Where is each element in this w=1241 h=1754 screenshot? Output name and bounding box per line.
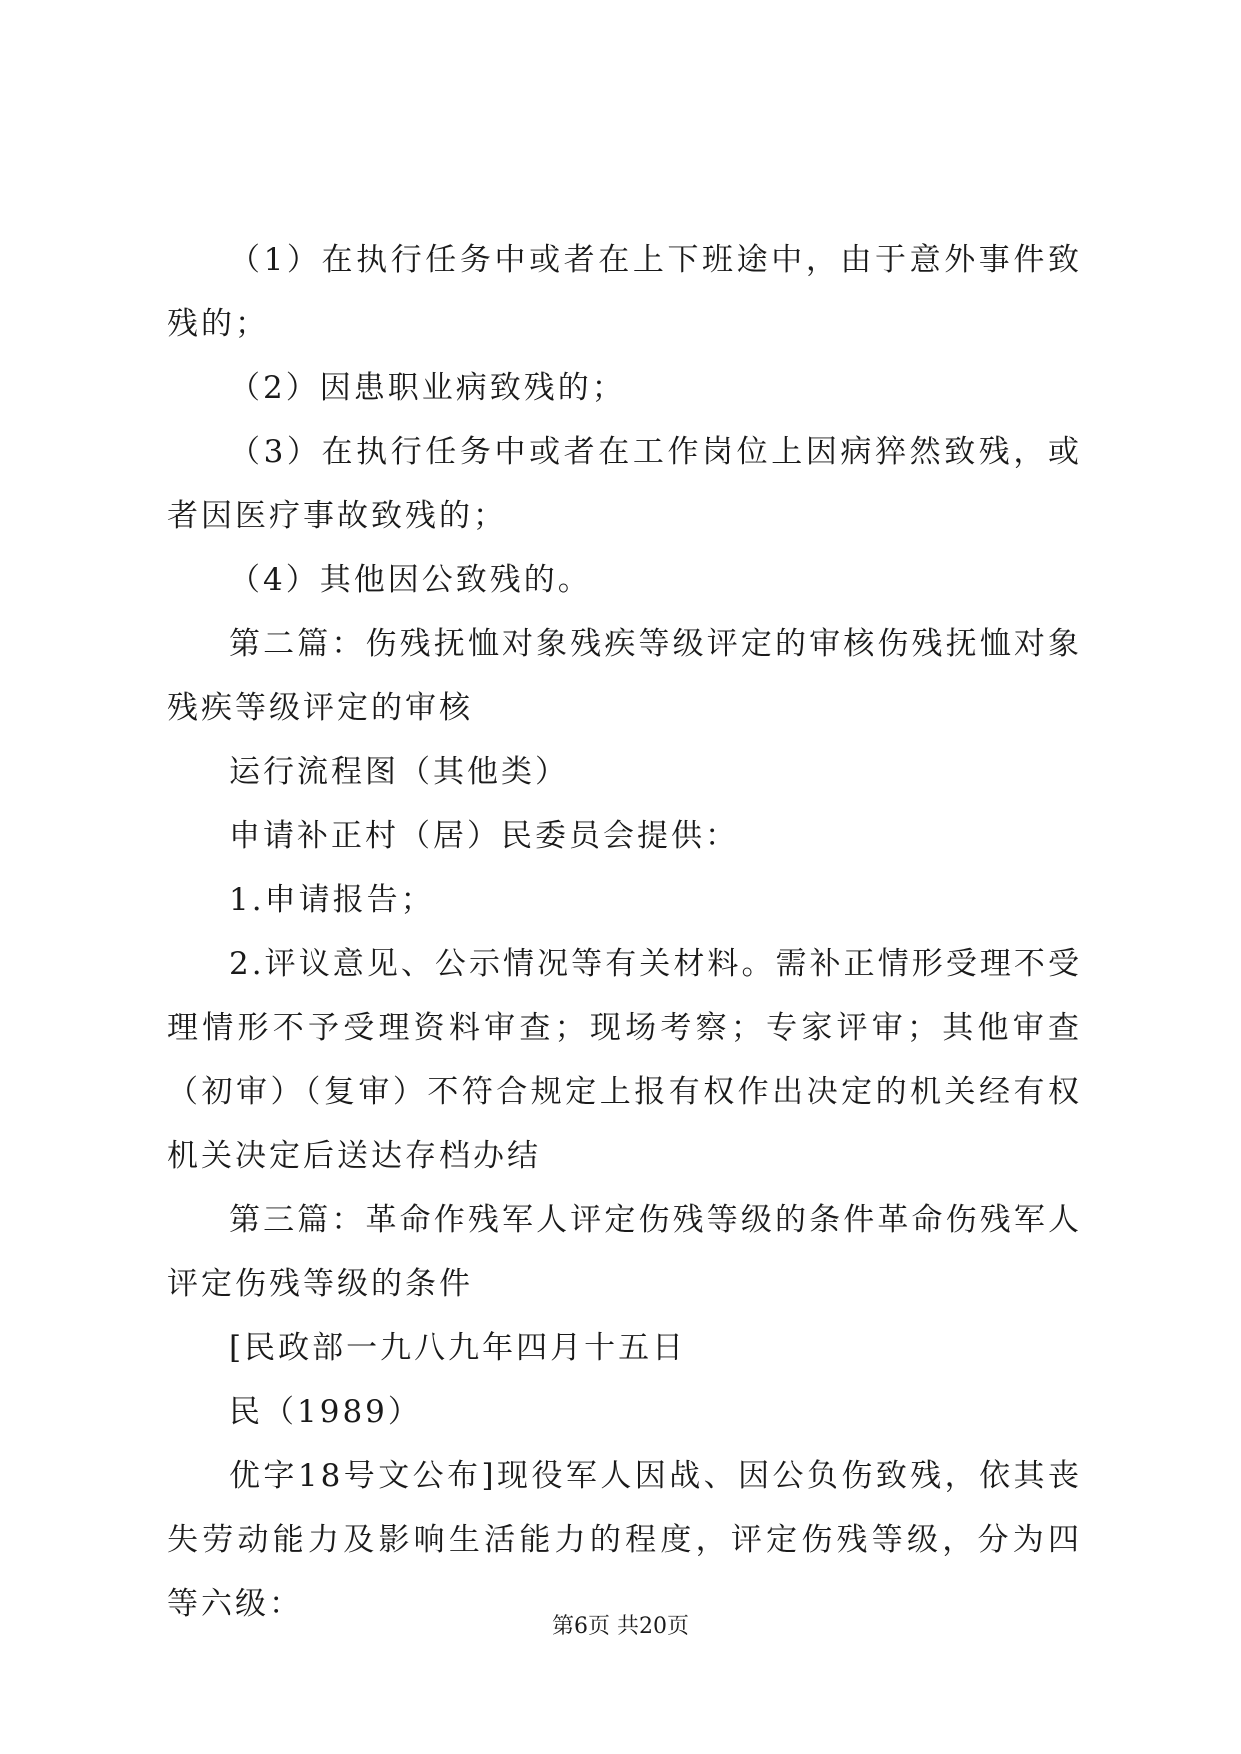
section-heading-2: 第二篇：伤残抚恤对象残疾等级评定的审核伤残抚恤对象残疾等级评定的审核 [167, 626, 1082, 726]
list-item-2: 2.评议意见、公示情况等有关材料。需补正情形受理不受理情形不予受理资料审查；现场考察；专家评审；其他审查（初审）（复审）不符合规定上报有权作出决定的机关经有权机关决定后送达存档办结 [167, 946, 1082, 1174]
paragraph-3: （3）在执行任务中或者在工作岗位上因病猝然致残，或者因医疗事故致残的； [167, 434, 1082, 534]
section-heading-3: 第三篇：革命作残军人评定伤残等级的条件革命伤残军人评定伤残等级的条件 [167, 1202, 1082, 1302]
list-item-1: 1.申请报告； [229, 882, 435, 918]
paragraph-apply: 申请补正村（居）民委员会提供： [229, 818, 739, 854]
page-footer: 第6页 共20页 [552, 1614, 689, 1639]
paragraph-flowchart-title: 运行流程图（其他类） [229, 754, 569, 790]
paragraph-2: （2）因患职业病致残的； [229, 370, 626, 406]
paragraph-ministry-date: [民政部一九八九年四月十五日 [229, 1330, 687, 1366]
document-body [167, 228, 1082, 1636]
paragraph-announcement: 优字18号文公布]现役军人因战、因公负伤致残，依其丧失劳动能力及影响生活能力的程度，评定伤残等级，分为四等六级： [167, 1458, 1082, 1622]
paragraph-doc-number: 民（1989） [229, 1394, 422, 1430]
paragraph-4: （4）其他因公致残的。 [229, 562, 592, 598]
paragraph-1: （1）在执行任务中或者在上下班途中，由于意外事件致残的； [167, 242, 1082, 342]
